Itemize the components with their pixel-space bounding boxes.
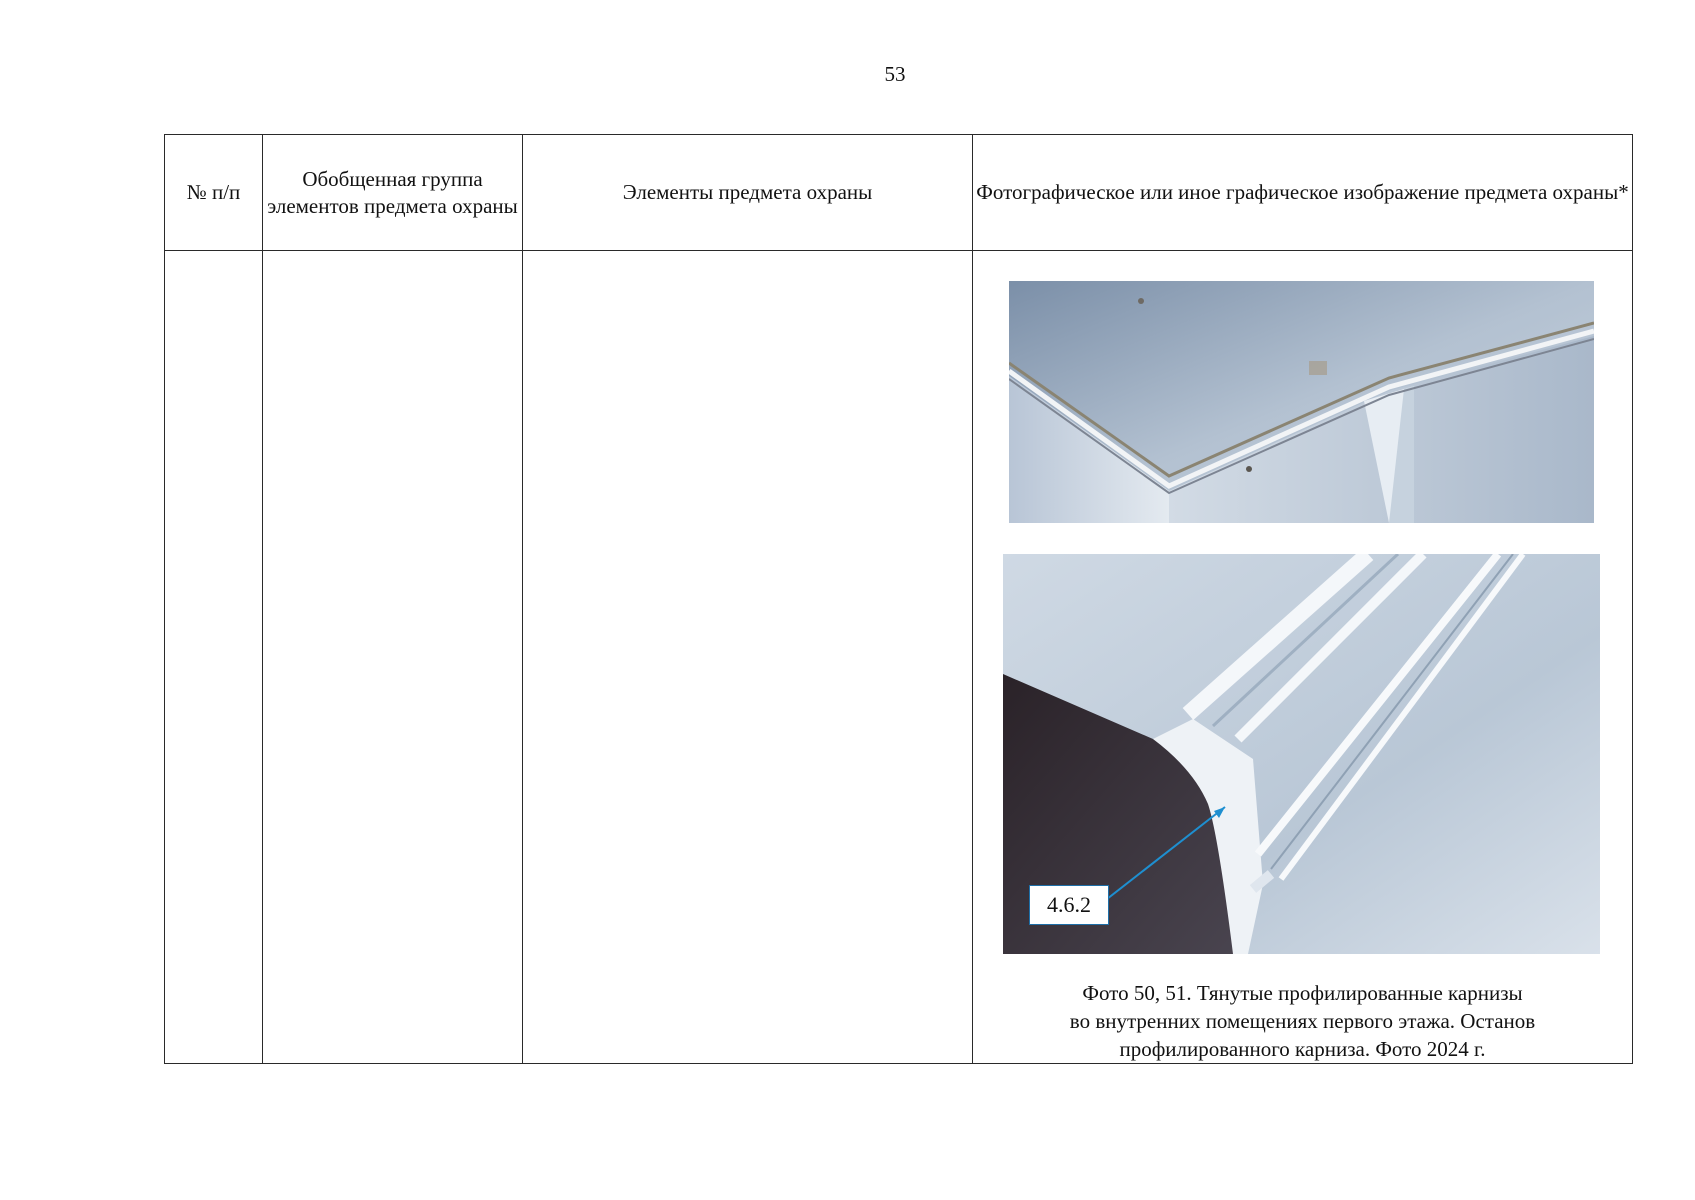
cell-number bbox=[165, 251, 263, 1064]
heritage-elements-table bbox=[164, 134, 1633, 1064]
table-header-row bbox=[165, 135, 1633, 251]
caption-line: во внутренних помещениях первого этажа. Останов bbox=[1069, 1009, 1536, 1033]
caption-line: Фото 50, 51. Тянутые профилированные карнизы bbox=[1082, 981, 1523, 1005]
column-header-elements: Элементы предмета охраны bbox=[523, 135, 973, 251]
callout-label-4-6-2: 4.6.2 bbox=[1029, 885, 1109, 925]
photo-ceiling-cornice bbox=[1009, 281, 1594, 523]
photo-caption bbox=[973, 979, 1632, 1063]
cell-group bbox=[263, 251, 523, 1064]
cell-photos bbox=[973, 251, 1633, 1064]
table-row bbox=[165, 251, 1633, 1064]
column-header-number: № п/п bbox=[165, 135, 263, 251]
column-header-image: Фотографическое или иное графическое изображение предмета охраны* bbox=[973, 135, 1633, 251]
page-number: 53 bbox=[884, 62, 906, 86]
cell-elements bbox=[523, 251, 973, 1064]
caption-line: профилированного карниза. Фото 2024 г. bbox=[1119, 1037, 1486, 1061]
column-header-group: Обобщенная группа элементов предмета охраны bbox=[263, 135, 523, 251]
